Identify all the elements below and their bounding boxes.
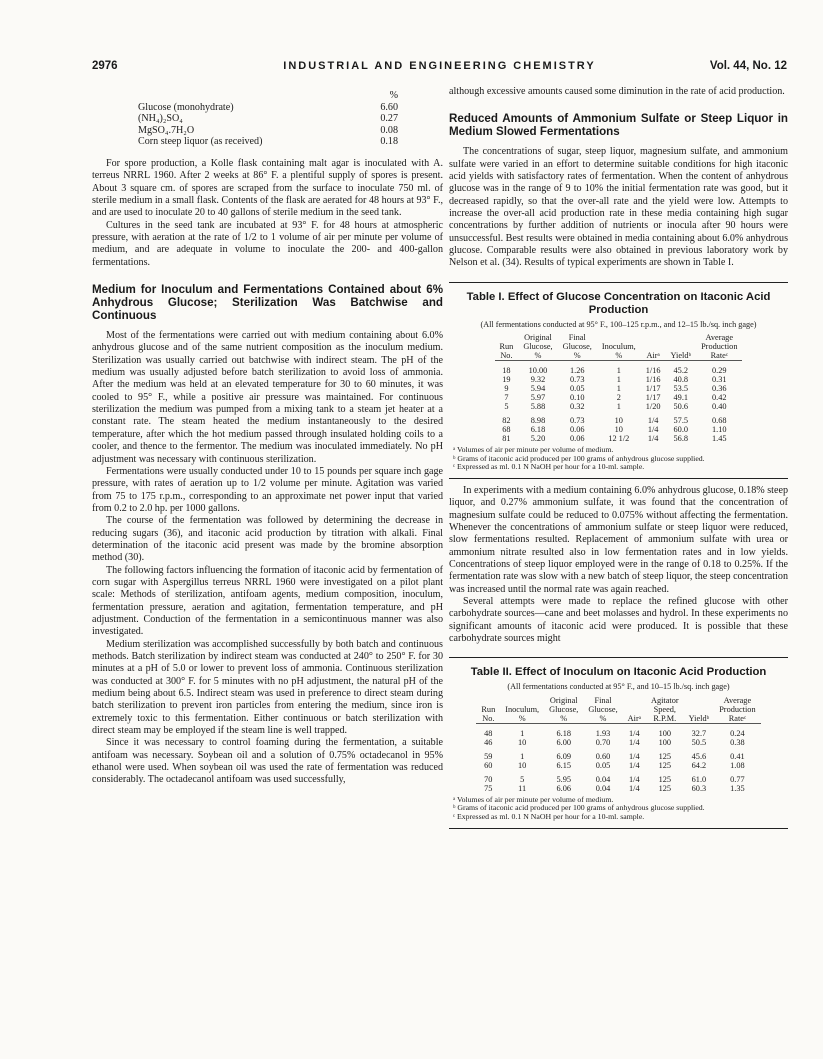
table-row [476,784,760,793]
table-cell: 75 [484,783,493,793]
table-cell: 9 [504,384,509,394]
table-cell: 1/16 [645,366,661,376]
table-cell: 57.5 [673,416,689,426]
table-cell: 45.2 [673,366,689,376]
table-cell: 1 [616,375,621,385]
table-conditions: (All fermentations conducted at 95° F., and 10–15 lb./sq. inch gage) [507,682,730,692]
table-cell: 5 [504,402,509,412]
table-cell: 59 [484,751,493,761]
table-cell: 61.0 [691,774,707,784]
table-cell: 0.31 [712,375,727,385]
paragraph: For spore production, a Kolle flask containing malt agar is inoculated with A. terreus NRRL 1960. After 2 weeks at 86° F. a plentiful supply of spores is present. About 3 square cm. of spores are scraped from the surface to inoculate 750 ml. of sterile medium in a small flask. Contents of the flask are aerated for 48 hours at 93° F., and are used to inoculate 20 to 40 gallons of sterile medium in the seed tank. [92,157,443,219]
table-cell: 1/4 [629,783,640,793]
paragraph: The course of the fermentation was followed by determining the decrease in reducing sugars (36), and itaconic acid production by titration with alkali. Final determination of the itaconic acid present was made by the bromine absorption method (30). [92,515,443,564]
page-number: 2976 [92,60,118,72]
table-cell: 125 [658,774,672,784]
table-cell: 60.3 [691,783,707,793]
table-cell: 10 [518,737,527,747]
column-header: Agitator Speed, R.P.M. [646,696,684,724]
table-cell: 125 [658,760,672,770]
column-header: Yieldᵇ [684,696,715,724]
table-cell: 100 [658,737,672,747]
table-cell: 1/4 [647,425,659,435]
running-header [92,60,787,78]
paragraph: The concentrations of sugar, steep liquor, magnesium sulfate, and ammonium sulfate were varied in an effort to determine suitable conditions for high itaconic acid yields with satisfactory rates of fermentation. When the content of anhydrous glucose was in the range of 9 to 10% the initial fermentation rate was good, but it decreased rapidly, so that the over-all rate and the yield were low. Attempts to increase the over-all acid production rate in these media containing high sugar concentrations by further addition of nutrients or inocula after 90 hours were unsuccessful. Best results were obtained in media containing about 6.0% anhydrous glucose. Comparable results were also obtained in previous laboratory work by Nelson et al. (34). Results of typical experiments are shown in Table I. [449,146,788,269]
table-cell: 10 [614,425,623,435]
table-cell: 125 [658,751,672,761]
table-row [476,770,760,784]
table-cell: 49.1 [673,393,689,403]
table-cell: 48 [484,728,493,738]
column-header: Original Glucose, % [518,333,557,361]
table-cell: 9.32 [530,375,546,385]
table-cell: 0.06 [569,425,585,435]
column-header: Run No. [476,696,500,724]
table-cell: 100 [658,728,672,738]
table-cell: 10.00 [528,366,548,376]
table-2 [449,657,788,828]
table-cell: 1.10 [712,425,727,435]
paragraph: Since it was necessary to control foaming during the fermentation, a suitable antifoam was necessary. Soybean oil and a solution of 0.75% octadecanol in 95% ethanol were used. When soybean oil was used the rate of fermentation was reduced considerably. The octadecanol antifoam was used successfully, [92,737,443,786]
table-row [476,747,760,761]
table-row [495,411,743,425]
column-header: Airᵃ [623,696,646,724]
table-cell: 125 [658,783,672,793]
table-cell: 5 [520,774,525,784]
table-cell: 0.40 [712,402,727,412]
table-cell: 12 1/2 [608,434,630,444]
table-cell: 1 [616,384,621,394]
table-cell: 1/4 [647,416,659,426]
column-header: Final Glucose, % [583,696,622,724]
table-cell: 1.26 [569,366,585,376]
table-cell: 1 [616,366,621,376]
table-cell: 50.5 [691,737,707,747]
table-cell: 1/17 [645,384,661,394]
table-cell: 50.6 [673,402,689,412]
section-heading: Medium for Inoculum and Fermentations Contained about 6% Anhydrous Glucose; Sterilization Was Batchwise and Continuous [92,283,443,323]
column-header: Average Production Rateᶜ [696,333,742,361]
table-cell: 0.73 [569,375,585,385]
table-cell: 1.93 [595,728,611,738]
table-cell: 0.10 [569,393,585,403]
table-cell: 0.05 [569,384,585,394]
table-cell: 1 [616,402,621,412]
table-cell: 82 [502,416,511,426]
table-cell: 0.41 [730,751,745,761]
table-cell: 64.2 [691,760,707,770]
column-header: Inoculum, % [500,696,544,724]
table-cell: 53.5 [673,384,689,394]
left-column [92,86,443,787]
paragraph: The following factors influencing the formation of itaconic acid by fermentation of corn sugar with Aspergillus terreus NRRL 1960 were investigated on a pilot plant scale: Methods of sterilization, antifoam agents, medium composition, inoculum, fermentation pressure, aeration and agitation, fermentation temperature, and pH adjustment. Conduction of the fermentation in a semicontinuous manner was also investigated. [92,564,443,638]
table-cell: 1/4 [629,774,640,784]
table-cell: 0.05 [595,760,611,770]
column-header: Airᵃ [641,333,666,361]
table-cell: 6.06 [556,783,571,793]
table-cell: 0.73 [569,416,585,426]
table-row [495,434,743,443]
table-cell: 8.98 [530,416,546,426]
footnote: ᶜ Expressed as ml. 0.1 N NaOH per hour for a 10-ml. sample. [453,462,645,472]
column-header: Original Glucose, % [544,696,583,724]
table-row [476,761,760,770]
table-cell: 1/4 [629,751,640,761]
table-cell: 1/4 [629,728,640,738]
table-cell: 6.00 [556,737,571,747]
table-cell: 10 [518,760,527,770]
recipe-row: MgSO₄.7H₂O 0.08 [138,124,398,136]
paragraph: In experiments with a medium containing 6.0% anhydrous glucose, 0.18% steep liquor, and 0.27% ammonium sulfate, it was found that the concentration of magnesium sulfate could be reduced to 0.075% without affecting the fermentation. Whenever the concentrations of ammonium sulfate or steep liquor were reduced, slow fermentations resulted. Replacement of ammonium sulfate with urea or ammonium nitrate resulted also in low fermentation rates and in low yields. Concentrations of steep liquor employed were in the range of 0.18 to 0.25%. If the fermentation rate was slow with a new batch of steep liquor, the steep concentration was increased until the normal rate was again reached. [449,484,788,595]
table-cell: 0.29 [712,366,727,376]
table-cell: 1.35 [730,783,745,793]
paragraph: Most of the fermentations were carried out with medium containing about 6.0% anhydrous glucose and of the same nutrient composition as the inoculum medium. Sterilization was usually carried out batchwise with indirect steam. The pH of the medium was usually adjusted before batch sterilization to avoid loss of ammonia. After the medium was held at an elevated temperature for 30 to 60 minutes, it was cooled to 95° F., while a positive air pressure was maintained. For continuous sterilization the medium was pumped from a mixing tank to a steam jet heater at a constant rate. The steam heated the medium instantaneously to the desired temperature, after which the hot medium passed through insulated holding coils to a cooler, and thence to the fermentor. The medium was inoculated immediately. No pH adjustment was necessary with continuous sterilization. [92,330,443,465]
section-heading: Reduced Amounts of Ammonium Sulfate or Steep Liquor in Medium Slowed Fermentations [449,112,788,139]
table-cell: 5.95 [556,774,571,784]
column-header: Average Production Rateᶜ [714,696,760,724]
right-column [449,86,788,829]
journal-title: INDUSTRIAL AND ENGINEERING CHEMISTRY [283,60,596,72]
table-row [495,375,743,384]
table-cell: 60.0 [673,425,689,435]
data-table [495,333,743,443]
table-cell: 0.04 [595,783,611,793]
footnote: ᵇ Grams of itaconic acid produced per 100 grams of anhydrous glucose supplied. [453,453,705,463]
table-cell: 1/4 [647,434,659,444]
table-cell: 0.04 [595,774,611,784]
table-cell: 1/20 [645,402,661,412]
table-cell: 6.18 [530,425,546,435]
table-conditions: (All fermentations conducted at 95° F., 100–125 r.p.m., and 12–15 lb./sq. inch gage) [480,319,757,329]
table-row [495,425,743,434]
table-row [495,393,743,402]
column-header: Yieldᵇ [666,333,697,361]
table-cell: 2 [616,393,621,403]
table-row [476,723,760,738]
table-cell: 70 [484,774,493,784]
column-header: Inoculum, % [597,333,641,361]
recipe-row: (NH₄)₂SO₄ 0.27 [138,113,398,125]
table-footnotes [449,446,788,472]
volume-issue: Vol. 44, No. 12 [709,60,787,72]
table-cell: 40.8 [673,375,689,385]
recipe-row: Glucose (monohydrate) 6.60 [138,101,398,113]
paragraph: Several attempts were made to replace the refined glucose with other carbohydrate sources—cane and beet molasses and hydrol. In these experiments no significant amounts of itaconic acid were produced. It is possible that these carbohydrate sources might [449,596,788,645]
table-cell: 5.20 [530,434,546,444]
table-footnotes [449,796,788,822]
recipe-row: Corn steep liquor (as received) 0.18 [138,136,398,148]
table-cell: 1/17 [645,393,661,403]
column-header: Final Glucose, % [558,333,597,361]
table-cell: 5.94 [530,384,546,394]
table-cell: 68 [502,425,511,435]
table-cell: 0.32 [569,402,585,412]
table-cell: 11 [518,783,527,793]
paragraph: Cultures in the seed tank are incubated at 93° F. for 48 hours at atmospheric pressure, with aeration at the rate of 1/2 to 1 volume of air per minute per volume of medium, and are adequate in volume to inoculate the 200- and 400-gallon fermentations. [92,219,443,268]
table-cell: 1/16 [645,375,661,385]
table-cell: 1/4 [629,760,640,770]
table-cell: 0.60 [595,751,611,761]
table-cell: 32.7 [691,728,707,738]
footnote: ᶜ Expressed as ml. 0.1 N NaOH per hour for a 10-ml. sample. [453,812,645,822]
table-row [476,738,760,747]
table-cell: 60 [484,760,493,770]
table-cell: 45.6 [691,751,707,761]
table-cell: 0.70 [595,737,611,747]
table-cell: 1.08 [730,760,745,770]
table-cell: 6.15 [556,760,571,770]
table-row [495,384,743,393]
percent-unit: % [389,90,398,101]
table-row [495,361,743,376]
data-table [476,696,760,793]
table-cell: 6.09 [556,751,571,761]
medium-composition [138,90,398,148]
table-cell: 7 [504,393,509,403]
table-cell: 46 [484,737,493,747]
table-cell: 1 [520,728,525,738]
column-header: Run No. [495,333,519,361]
footnote: ᵇ Grams of itaconic acid produced per 100 grams of anhydrous glucose supplied. [453,803,705,813]
table-cell: 0.06 [569,434,585,444]
table-cell: 19 [502,375,511,385]
table-cell: 18 [502,366,511,376]
table-cell: 0.24 [730,728,745,738]
footnote: ᵃ Volumes of air per minute per volume of medium. [453,794,614,804]
table-cell: 56.8 [673,434,689,444]
footnote: ᵃ Volumes of air per minute per volume of medium. [453,445,614,455]
table-cell: 0.42 [712,393,727,403]
table-cell: 0.38 [730,737,745,747]
table-cell: 6.18 [556,728,571,738]
table-cell: 5.88 [530,402,546,412]
table-cell: 0.77 [730,774,745,784]
table-cell: 0.68 [712,416,727,426]
table-cell: 0.36 [712,384,727,394]
table-cell: 1.45 [712,434,727,444]
table-cell: 5.97 [530,393,546,403]
table-1 [449,282,788,479]
table-cell: 81 [502,434,511,444]
paragraph: although excessive amounts caused some diminution in the rate of acid production. [449,86,785,97]
paragraph: Medium sterilization was accomplished successfully by both batch and continuous methods. Batch sterilization by indirect steam was conducted at 240° to 250° F. for 30 minutes at a pH of 5.0 or lower to prevent loss of ammonia. Continuous sterilization was conducted at 300° F. for 5 minutes with no pH adjustment, the natural pH of the medium being about 6.5. Indirect steam was used in preference to direct steam during batch sterilization to prevent iron particles from entering the medium, since iron is extremely toxic to this fermentation. Either continuous or batch sterilization with direct steam may be employed if the steam line is well trapped. [92,638,443,737]
table-title: Table I. Effect of Glucose Concentration on Itaconic Acid Production [466,290,771,316]
table-cell: 10 [614,416,623,426]
table-row [495,402,743,411]
table-title: Table II. Effect of Inoculum on Itaconic Acid Production [470,666,767,679]
table-cell: 1/4 [629,737,640,747]
paragraph: Fermentations were usually conducted under 10 to 15 pounds per square inch gage pressure, with rates of aeration up to 1/2 volume per minute. Agitation was varied from 75 to 175 r.p.m., corresponding to an approximate net power input that varied from 0.2 to 2.0 hp. per 1000 gallons. [92,465,443,514]
table-cell: 1 [520,751,525,761]
